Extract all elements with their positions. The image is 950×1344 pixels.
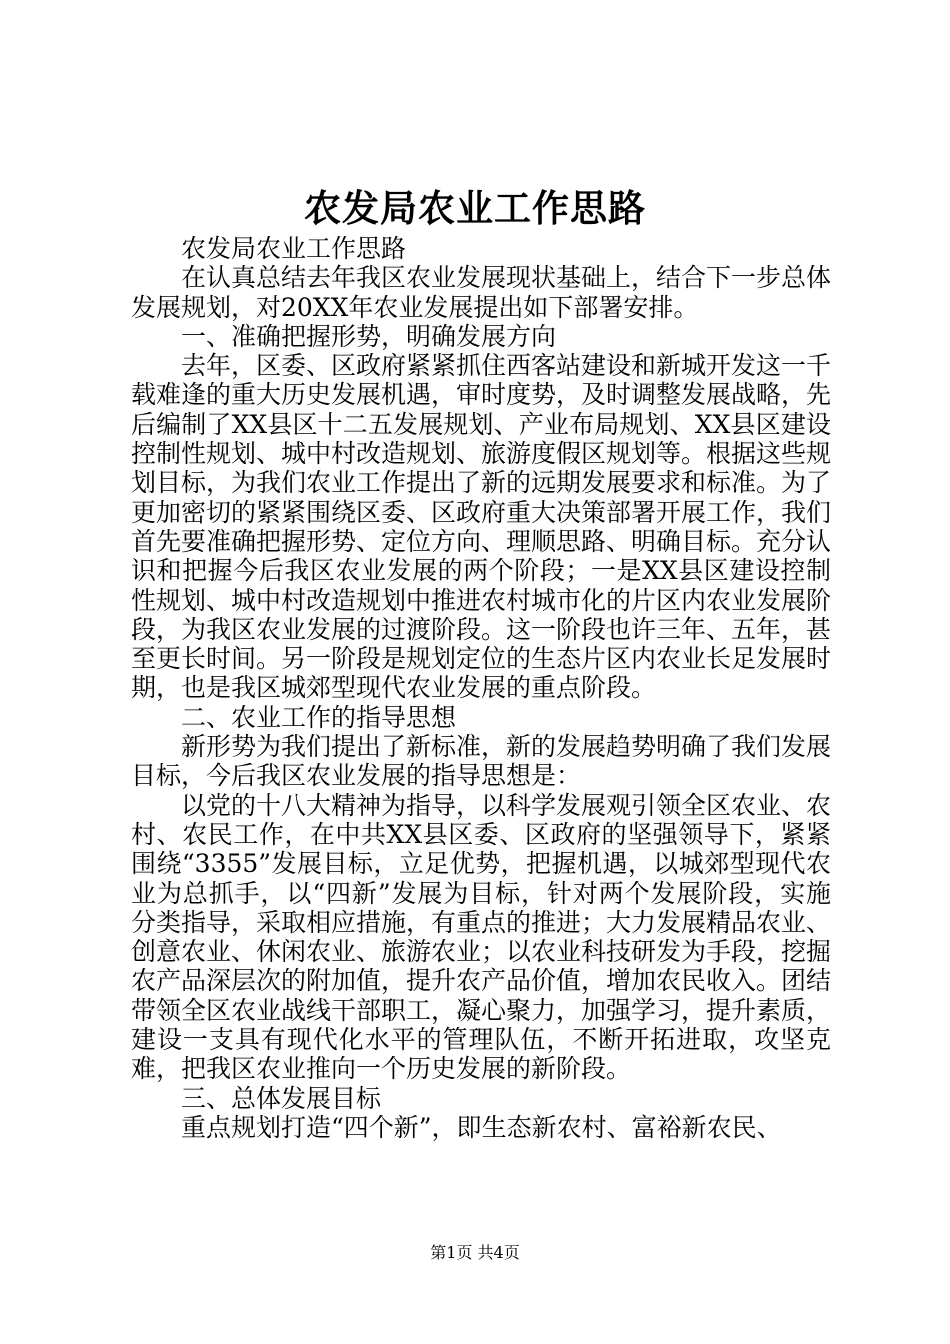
paragraph: 以党的十八大精神为指导，以科学发展观引领全区农业、农村、农民工作，在中共XX县区委、区政府的坚强领导下，紧紧围绕“3355”发展目标，立足优势，把握机遇，以城郊型现代农业为总抓手，以“四新”发展为目标，针对两个发展阶段，实施分类指导，采取相应措施，有重点的推进；大力发展精品农业、创意农业、休闲农业、旅游农业；以农业科技研发为手段，挖掘农产品深层次的附加值，提升农产品价值，增加农民收入。团结带领全区农业战线干部职工，凝心聚力，加强学习，提升素质，建设一支具有现代化水平的管理队伍，不断开拓进取，攻坚克难，把我区农业推向一个历史发展的新阶段。: [131, 790, 832, 1084]
paragraph: 去年，区委、区政府紧紧抓住西客站建设和新城开发这一千载难逢的重大历史发展机遇，审时度势，及时调整发展战略，先后编制了XX县区十二五发展规划、产业布局规划、XX县区建设控制性规划、城中村改造规划、旅游度假区规划等。根据这些规划目标，为我们农业工作提出了新的远期发展要求和标准。为了更加密切的紧紧围绕区委、区政府重大决策部署开展工作，我们首先要准确把握形势、定位方向、理顺思路、明确目标。充分认识和把握今后我区农业发展的两个阶段；一是XX县区建设控制性规划、城中村改造规划中推进农村城市化的片区内农业发展阶段，为我区农业发展的过渡阶段。这一阶段也许三年、五年，甚至更长时间。另一阶段是规划定位的生态片区内农业长足发展时期，也是我区城郊型现代农业发展的重点阶段。: [131, 351, 832, 703]
paragraph: 农发局农业工作思路: [181, 234, 407, 263]
paragraph: 重点规划打造“四个新”，即生态新农村、富裕新农民、: [181, 1112, 782, 1142]
document-title: 农发局农业工作思路: [304, 186, 646, 230]
page-footer: 第1页 共4页: [430, 1243, 520, 1262]
document-body: [131, 234, 831, 1142]
section-heading: 一、准确把握形势，明确发展方向: [181, 321, 557, 351]
section-heading: 二、农业工作的指导思想: [181, 702, 457, 732]
paragraph: 新形势为我们提出了新标准，新的发展趋势明确了我们发展目标，今后我区农业发展的指导思想是：: [131, 732, 832, 791]
section-heading: 三、总体发展目标: [181, 1083, 382, 1113]
paragraph: 在认真总结去年我区农业发展现状基础上，结合下一步总体发展规划，对20XX年农业发展提出如下部署安排。: [131, 263, 832, 322]
